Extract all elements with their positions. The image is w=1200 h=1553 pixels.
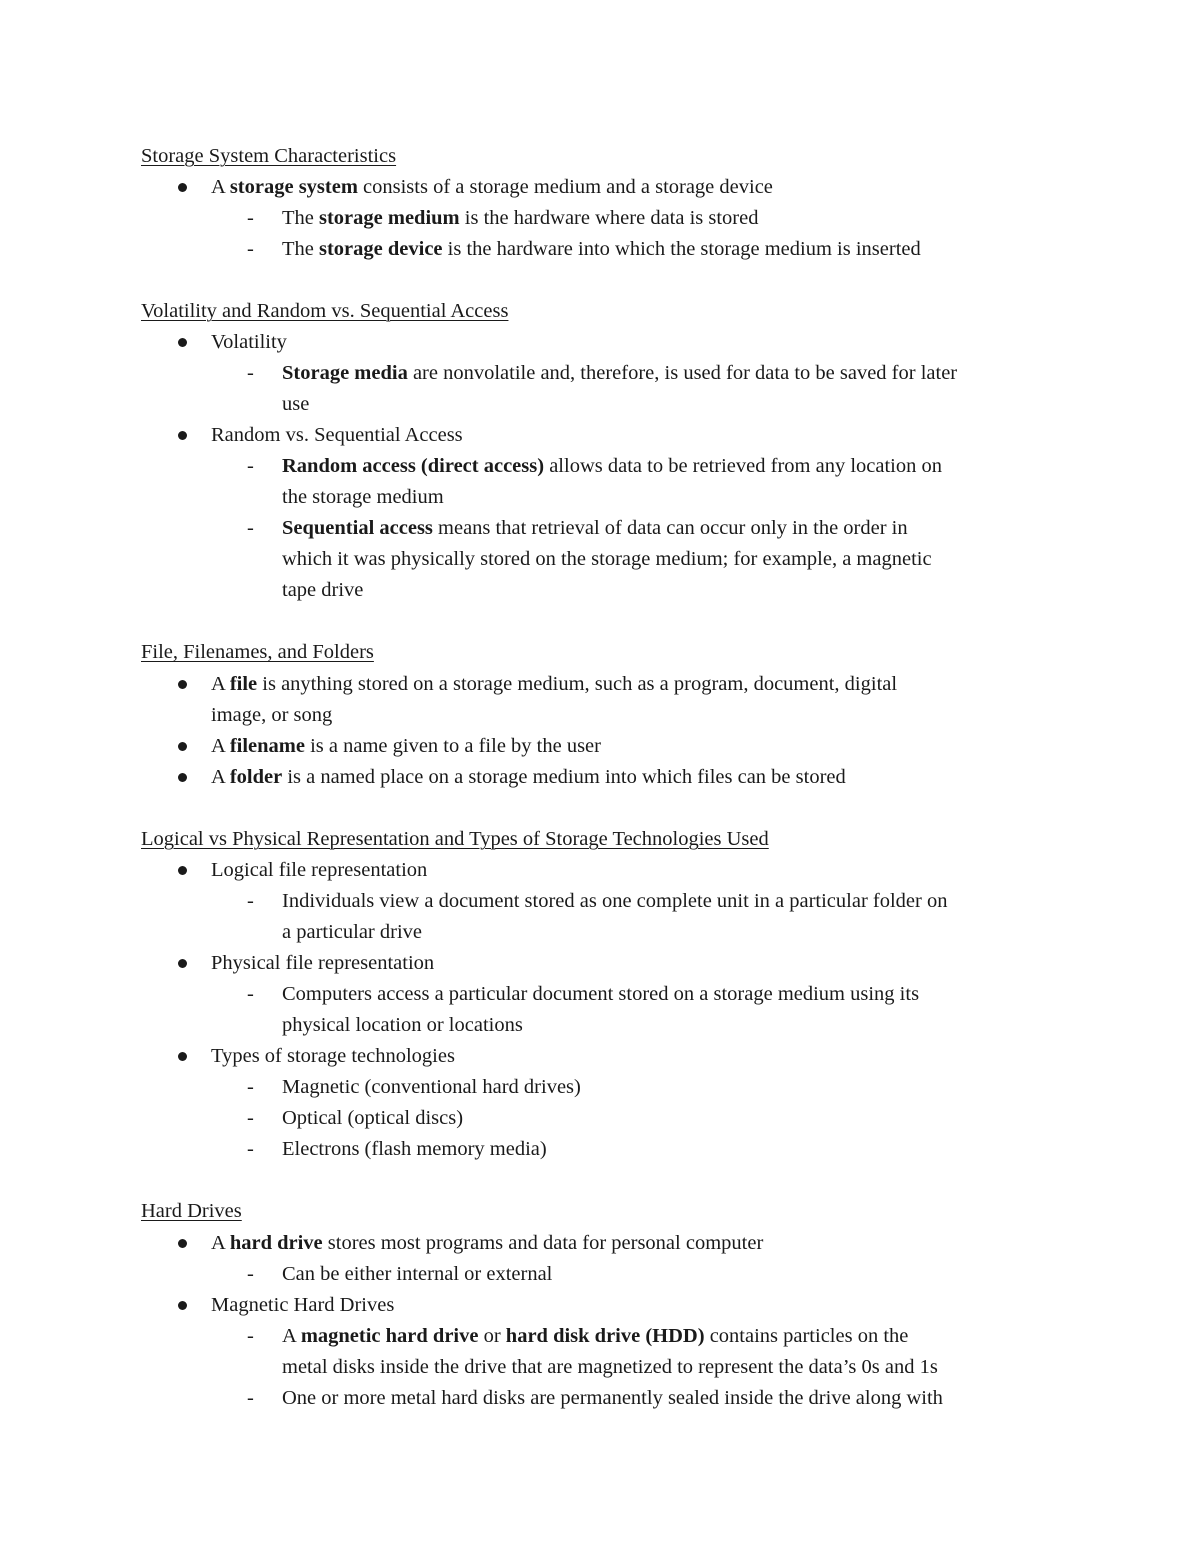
sub-list-item-continuation: which it was physically stored on the storage medium; for example, a magnetic (282, 548, 932, 570)
list-item: Volatility (211, 331, 287, 353)
list-item: A filename is a name given to a file by the user (211, 735, 601, 757)
bullet-icon (178, 1301, 187, 1310)
sub-list-item: The storage medium is the hardware where data is stored (282, 207, 759, 229)
bullet-icon (178, 742, 187, 751)
dash-icon: - (247, 1138, 254, 1160)
list-item: A storage system consists of a storage medium and a storage device (211, 176, 773, 198)
section-heading: Volatility and Random vs. Sequential Access (141, 300, 509, 322)
section-heading: Storage System Characteristics (141, 145, 397, 167)
dash-icon: - (247, 517, 254, 539)
bullet-icon (178, 338, 187, 347)
bullet-icon (178, 1052, 187, 1061)
bullet-icon (178, 183, 187, 192)
sub-list-item-continuation: use (282, 393, 310, 415)
sub-list-item: Sequential access means that retrieval of data can occur only in the order in (282, 517, 908, 539)
sub-list-item: A magnetic hard drive or hard disk drive (HDD) contains particles on the (282, 1325, 909, 1347)
sub-list-item: Optical (optical discs) (282, 1107, 464, 1129)
dash-icon: - (247, 983, 254, 1005)
sub-list-item: One or more metal hard disks are permanently sealed inside the drive along with (282, 1387, 943, 1409)
sub-list-item: The storage device is the hardware into which the storage medium is inserted (282, 238, 921, 260)
bullet-icon (178, 680, 187, 689)
list-item: Types of storage technologies (211, 1045, 455, 1067)
sub-list-item: Can be either internal or external (282, 1263, 553, 1285)
sub-list-item-continuation: a particular drive (282, 921, 423, 943)
bullet-icon (178, 959, 187, 968)
dash-icon: - (247, 1387, 254, 1409)
list-item: Magnetic Hard Drives (211, 1294, 395, 1316)
dash-icon: - (247, 362, 254, 384)
list-item: A file is anything stored on a storage medium, such as a program, document, digital (211, 673, 898, 695)
dash-icon: - (247, 890, 254, 912)
sub-list-item: Individuals view a document stored as one complete unit in a particular folder on (282, 890, 948, 912)
list-item: Random vs. Sequential Access (211, 424, 463, 446)
bullet-icon (178, 773, 187, 782)
bullet-icon (178, 1239, 187, 1248)
dash-icon: - (247, 1263, 254, 1285)
list-item: A folder is a named place on a storage medium into which files can be stored (211, 766, 846, 788)
list-item-continuation: image, or song (211, 704, 333, 726)
sub-list-item-continuation: physical location or locations (282, 1014, 523, 1036)
dash-icon: - (247, 455, 254, 477)
bullet-icon (178, 431, 187, 440)
sub-list-item-continuation: tape drive (282, 579, 364, 601)
dash-icon: - (247, 238, 254, 260)
sub-list-item: Computers access a particular document stored on a storage medium using its (282, 983, 920, 1005)
bullet-icon (178, 866, 187, 875)
dash-icon: - (247, 1325, 254, 1347)
sub-list-item: Electrons (flash memory media) (282, 1138, 547, 1160)
sub-list-item: Storage media are nonvolatile and, therefore, is used for data to be saved for later (282, 362, 958, 384)
dash-icon: - (247, 1076, 254, 1098)
dash-icon: - (247, 207, 254, 229)
section-heading: Hard Drives (141, 1200, 242, 1222)
dash-icon: - (247, 1107, 254, 1129)
list-item: A hard drive stores most programs and data for personal computer (211, 1232, 764, 1254)
list-item: Logical file representation (211, 859, 428, 881)
section-heading: Logical vs Physical Representation and Types of Storage Technologies Used (141, 828, 769, 850)
section-heading: File, Filenames, and Folders (141, 641, 374, 663)
sub-list-item-continuation: the storage medium (282, 486, 444, 508)
sub-list-item: Magnetic (conventional hard drives) (282, 1076, 581, 1098)
sub-list-item: Random access (direct access) allows data to be retrieved from any location on (282, 455, 942, 477)
sub-list-item-continuation: metal disks inside the drive that are magnetized to represent the data’s 0s and 1s (282, 1356, 938, 1378)
list-item: Physical file representation (211, 952, 435, 974)
